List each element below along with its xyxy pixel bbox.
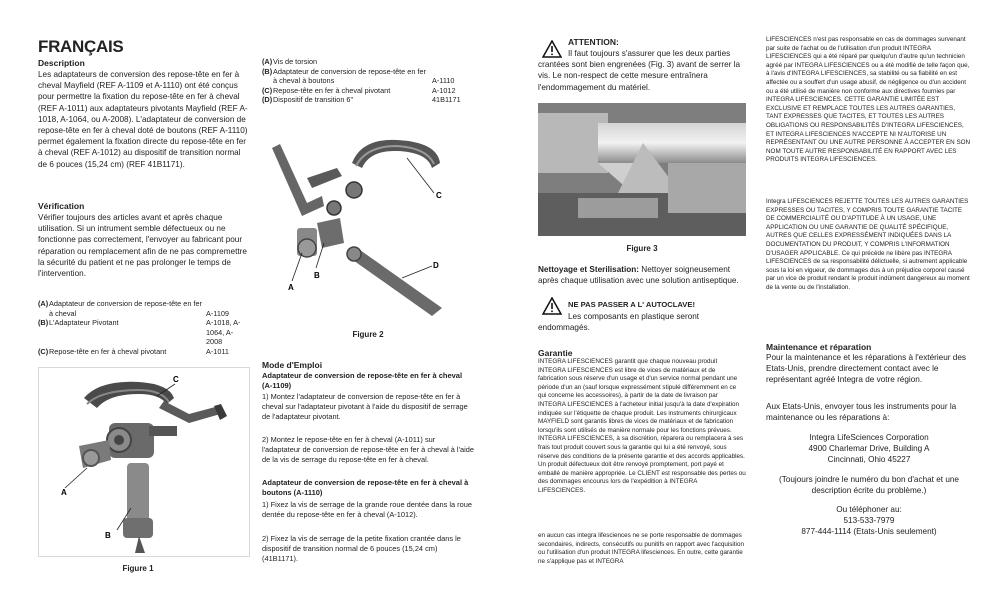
cleaning-block: [538, 264, 746, 286]
autoclave-text: Les composants en plastique seront endommagés.: [538, 312, 700, 333]
fig2-label-c: C: [436, 191, 442, 200]
description-text: Les adaptateurs de conversion des repose-tête en fer à cheval Mayfield (REF A-1109 et A-1110) ont été conçus pour permettre la fixation du repose-tête en fer à cheval (REF A-1011) aux adaptateurs pivotants Mayfield (REF A-1018, A-1064, ou A-2008). L'adaptateur de conversion de repose-tête en fer à cheval doté de boutons (REF A-1110) permet également la fixation directe du repose-tête en fer à cheval (REF A-1012) au dispositif de transition normal de 6 pouces (15,24 cm) (REF 41B1171).: [38, 70, 248, 169]
garantie-text: INTEGRA LIFESCIENCES garantit que chaque nouveau produit INTEGRA LIFESCIENCES est libre de vices de matériaux et de fabrication sous réserve d'un usage et d'un service normal pendant une période d'un an (sauf lorsque expressément stipulé différemment en ce qui concerne les accessoires), à partir de la date de livraison par INTEGRA LIFESCIENCES à l'acheteur initial jusqu'à la date d'expiration indiquée sur l'étiquette de chaque produit. Les instruments chirurgicaux MAYFIELD sont garantis libres de vices de matériaux et de fabrication lorsqu'ils sont utilisés de manière normale pour les fonctions prévues. INTEGRA LIFESCIENCES, à sa discrétion, réparera ou remplacera à ses frais tout produit couvert sous la garantie qui lui a été renvoyé, sous réserve des conditions de la présente garantie et des accords applicables. Un produit défectueux doit être renvoyé promptement, port payé et emballé de manière appropriée. Le CLIENT est responsable des pertes ou des dommages encourus lors de l'expédition à INTEGRA LIFESCIENCES.: [538, 358, 746, 494]
part-ref: A-1110: [432, 76, 455, 85]
fig2-label-a: A: [288, 283, 294, 292]
warranty-text-2: Integra LIFESCIENCES REJETTE TOUTES LES AUTRES GARANTIES EXPRESSES OU TACITES, Y COMPRIS TOUTE GARANTIE TACITE DE COMMERCIALITÉ OU D'APTITUDE À UN USAGE, UNE APPLICATION OU UNE GARANTIE DE QUALITÉ SPÉCIFIQUE, AUTRES QUE CELLES EXPRESSÉMENT INDIQUÉES DANS LA DOCUMENTATION DU PRODUIT, Y COMPRIS L'INFORMATION D'USAGER APPLICABLE. Ce qui précède ne libère pas INTEGRA LIFESCIENCES de sa responsabilité délictuelle, si autrement applicable sous la loi en vigueur, de dommages dus à un préjudice corporel causé par un vice de produit rendant le produit indûment dangereux au moment de la vente ou de l'installation.: [766, 198, 970, 291]
part-name: Vis de torsion: [273, 57, 318, 66]
part-name: Repose-tête en fer à cheval pivotant: [49, 346, 167, 356]
service-address: [766, 432, 972, 466]
sub2-title: Adaptateur de conversion de repose-tête en fer à cheval à boutons (A-1110): [262, 478, 469, 497]
part-key: (A): [262, 57, 273, 66]
warranty-text-1: LIFESCIENCES n'est pas responsable en cas de dommages survenant par suite de l'achat ou de l'utilisation d'un produit INTEGRA LIFESCIENCES qui a été réparé par quelqu'un d'autre qu'un technicien agréé par INTEGRA LIFESCIENCES ou a été modifié de telle façon que, à l'avis d'INTEGRA LIFESCIENCES, sa stabilité ou sa fiabilité en est affectée ou a souffert d'un usage abusif, de négligence ou d'un accident ou a été utilisé de manière non conforme aux directives fournies par INTEGRA LIFESCIENCES. CETTE GARANTIE LIMITÉE EST EXCLUSIVE ET REMPLACE TOUTES LES AUTRES GARANTIES, TANT EXPRESSES QUE TACITES, ET TOUTES LES AUTRES OBLIGATIONS OU RESPONSABILITÉS D'INTEGRA LIFESCIENCES, ET INTEGRA LIFESCIENCES N'ACCEPTE NI N'AUTORISE UN REPRÉSENTANT OU UNE AUTRE PERSONNE À ACCEPTER EN SON NOM TOUTE AUTRE RESPONSABILITÉ EN RAPPORT AVEC LES PRODUITS INTEGRA LIFESCIENCES.: [766, 36, 971, 164]
part-name: Adaptateur de conversion de repose-tête en fer à cheval: [49, 299, 202, 318]
part-name: Repose-tête en fer à cheval pivotant: [273, 85, 391, 95]
garantie-text-2: en aucun cas integra lifesciences ne se porte responsable de dommages secondaires, indirects, consécutifs ou punitifs en rapport avec l'acquisition ou l'utilisation d'un produit INTEGRA lifesciences. En outre, cette garantie ne s'applique pas et INTEGRA: [538, 532, 744, 565]
autoclave-title: NE PAS PASSER A L' AUTOCLAVE!: [568, 300, 695, 309]
phone-number-1: 513-533-7979: [843, 516, 895, 526]
part-name: Dispositif de transition 6": [273, 95, 354, 104]
garantie-title: Garantie: [538, 348, 573, 358]
figure-2-caption: Figure 2: [352, 330, 384, 339]
part-name: Adaptateur de conversion de repose-tête en fer à cheval à boutons: [273, 66, 426, 85]
mode-title: Mode d'Emploi: [262, 360, 323, 370]
us-service-text: Aux Etats-Unis, envoyer tous les instruments pour la maintenance ou les réparations à:: [766, 402, 957, 423]
maintenance-title: Maintenance et réparation: [766, 342, 872, 352]
sub2-step2: 2) Fixez la vis de serrage de la petite fixation crantée dans le dispositif de transition normal de 6 pouces (15,24 cm) (41B1171).: [262, 534, 461, 563]
page-title: FRANÇAIS: [38, 37, 124, 56]
parts-list-1: [38, 299, 248, 356]
cleaning-title: Nettoyage et Sterilisation:: [538, 265, 640, 274]
part-ref: A-1011: [206, 346, 229, 356]
service-note: (Toujours joindre le numéro du bon d'achat et une description écrite du problème.): [779, 475, 959, 496]
part-row: [262, 57, 474, 67]
part-key: (C): [38, 346, 49, 356]
part-ref: 41B1171: [432, 95, 461, 104]
part-row: [38, 299, 248, 318]
attention-title: ATTENTION:: [568, 37, 619, 47]
fig2-label-b: B: [314, 271, 320, 280]
part-key: (D): [262, 95, 273, 104]
sub1-step2: 2) Montez le repose-tête en fer à cheval (A-1011) sur l'adaptateur de conversion de repose-tête en fer à cheval à l'aide de la vis de serrage du repose-tête en fer à cheval.: [262, 435, 474, 464]
figure-1-caption: Figure 1: [122, 564, 154, 573]
description-title: Description: [38, 58, 85, 68]
parts-list-2: [262, 57, 474, 105]
sub1-title: Adaptateur de conversion de repose-tête en fer à cheval (A-1109): [262, 371, 463, 390]
cleaning-text: Nettoyer soigneusement après chaque utilisation avec une solution antiseptique.: [538, 265, 739, 286]
maintenance-text: Pour la maintenance et les réparations à l'extérieur des Etats-Unis, prendre directement contact avec le représentant agréé Integra de votre région.: [766, 353, 966, 385]
verification-text: Vérifier toujours des articles avant et après chaque utilisation. Si un intrument semble défectueux ou ne fonctionne pas correctement, l'envoyer au fabricant pour réparation ou remplacement afin de ne pas compremettre la sécurité du patient et ne pas prolonger le temps de l'intervention.: [38, 213, 247, 279]
figure-3-illustration: [538, 103, 746, 236]
part-ref: A-1012: [432, 85, 456, 95]
part-row: [38, 347, 248, 357]
part-row: [262, 86, 474, 96]
part-key: (A): [38, 299, 49, 308]
part-ref: A-1109: [206, 308, 229, 318]
figure-3-caption: Figure 3: [626, 244, 658, 253]
fig1-label-a: A: [61, 488, 67, 497]
part-key: (B): [38, 318, 49, 327]
part-row: [262, 95, 474, 105]
attention-text: Il faut toujours s'assurer que les deux parties crantées sont bien engrenées (Fig. 3) avant de serrer la vis. Le non-respect de cette mesure entraînera l'endommagement du matériel.: [538, 49, 741, 92]
part-key: (C): [262, 85, 273, 95]
figure-3: [538, 103, 746, 236]
part-row: [38, 318, 248, 347]
part-ref: A-1018, A-1064, A-2008: [206, 318, 241, 346]
address-line: Cincinnati, Ohio 45227: [827, 455, 911, 465]
figure-2: [262, 118, 474, 323]
part-key: (B): [262, 66, 273, 76]
address-line: Integra LifeSciences Corporation: [809, 433, 929, 442]
verification-title: Vérification: [38, 201, 85, 211]
figure-2-illustration: [262, 118, 474, 323]
figure-1-illustration: [39, 368, 249, 556]
sub1-step1: 1) Montez l'adaptateur de conversion de repose-tête en fer à cheval sur l'adaptateur pivotant à l'aide du dispositif de serrage de l'adaptateur pivotant.: [262, 392, 468, 421]
phone-block: [766, 504, 972, 538]
sub2-step1: 1) Fixez la vis de serrage de la grande roue dentée dans la roue dentée du repose-tête en fer à cheval (A-1012).: [262, 500, 472, 519]
part-ref: [432, 57, 474, 67]
fig1-label-b: B: [105, 531, 111, 540]
fig1-label-c: C: [173, 375, 179, 384]
address-line: 4900 Charlemar Drive, Building A: [808, 444, 930, 454]
phone-label: Ou téléphoner au:: [836, 505, 902, 514]
phone-number-2: 877-444-1114 (Etats-Unis seulement): [801, 527, 937, 537]
part-name: L'Adaptateur Pivotant: [49, 318, 119, 327]
fig2-label-d: D: [433, 261, 439, 270]
part-row: [262, 67, 474, 86]
figure-1: [38, 367, 250, 557]
